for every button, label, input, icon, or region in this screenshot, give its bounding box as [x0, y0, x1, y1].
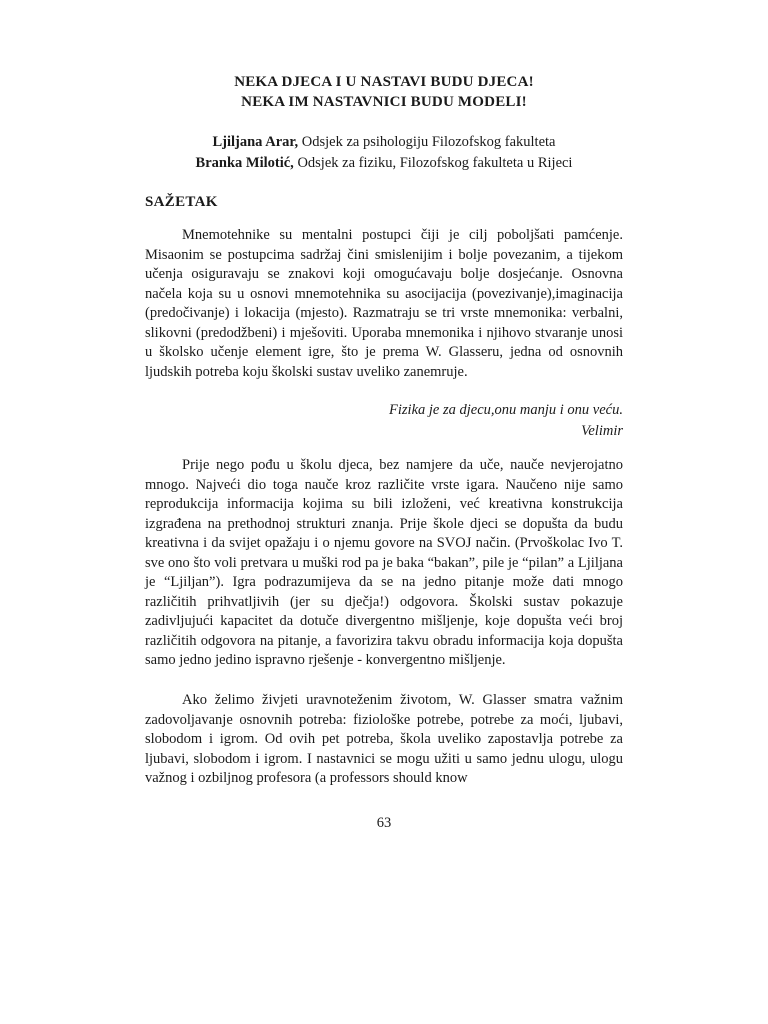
epigraph-author: Velimir: [581, 423, 623, 439]
author-line-2: [0, 155, 768, 172]
title-line-1: NEKA DJECA I U NASTAVI BUDU DJECA!: [234, 74, 534, 90]
author-1-affiliation: Odsjek za psihologiju Filozofskog fakulteta: [298, 134, 556, 150]
author-2-name: Branka Milotić,: [195, 155, 294, 171]
body-paragraph-2: Ako želimo živjeti uravnoteženim životom, W. Glasser smatra važnim zadovoljavanje osnovnih potreba: fiziološke potrebe, potrebe za moći, ljubavi, slobodom i igrom. Od ovih pet potreba, škola uveliko zapostavlja potrebe za ljubavi, slobodom i igrom. I nastavnici se mogu užiti u samo jednu ulogu, ulogu važnog i ozbiljnog profesora (a professors should know: [145, 692, 623, 786]
author-2-affiliation: Odsjek za fiziku, Filozofskog fakulteta u Rijeci: [293, 155, 573, 171]
abstract-text: Mnemotehnike su mentalni postupci čiji je cilj poboljšati pamćenje. Misaonim se postupcima sadržaj čini smislenijim i bolje povezanim, a tijekom učenja osiguravaju se znakovi koji omogućavaju bolje dosjećanje. Osnovna načela koja su u osnovi mnemotehnika su asocijacija (povezivanje),imaginacija (predočivanje) i lokacija (mjesto). Razmatraju se tri vrste mnemonika: verbalni, slikovni (predodžbeni) i mješoviti. Uporaba mnemonika i njihovo stvaranje unosi u školsko učenje element igre, što je prema W. Glasseru, jedna od osnovnih ljudskih potreba koju školski sustav uveliko zanemruje.: [145, 227, 623, 380]
title-line-2: NEKA IM NASTAVNICI BUDU MODELI!: [241, 94, 527, 110]
author-1-name: Ljiljana Arar,: [212, 134, 299, 150]
author-line-1: [0, 134, 768, 151]
section-heading: SAŽETAK: [145, 194, 218, 210]
epigraph-text: Fizika je za djecu,onu manju i onu veću.: [389, 402, 623, 418]
page-number: 63: [376, 815, 392, 831]
body-paragraph-1: Prije nego pođu u školu djeca, bez namjere da uče, nauče nevjerojatno mnogo. Najveći dio toga nauče kroz različite vrste igara. Naučeno nije samo reprodukcija informacija kojima su bili izloženi, već kreativna konstrukcija izgrađena na prethodnoj strukturi znanja. Prije škole djeci se dopušta da budu kreativna i da svijet opažaju i o njemu govore na SVOJ način. (Prvoškolac Ivo T. sve ono što voli pretvara u muški rod pa je baka “bakan”, pile je “pilan” a Ljiljana je “Ljiljan”). Igra podrazumijeva da se na jedno pitanje može dati mnogo različitih prihvatljivih (jer su dječja!) odgovora. Školski sustav pokazuje zadivljujući kapacitet da dotuče divergentno mišljenje, koje dopušta veći broj različitih odgovora na pitanje, a favorizira takvu obradu informacija koja dopušta samo jedno jedino ispravno rješenje - konvergentno mišljenje.: [145, 457, 623, 668]
